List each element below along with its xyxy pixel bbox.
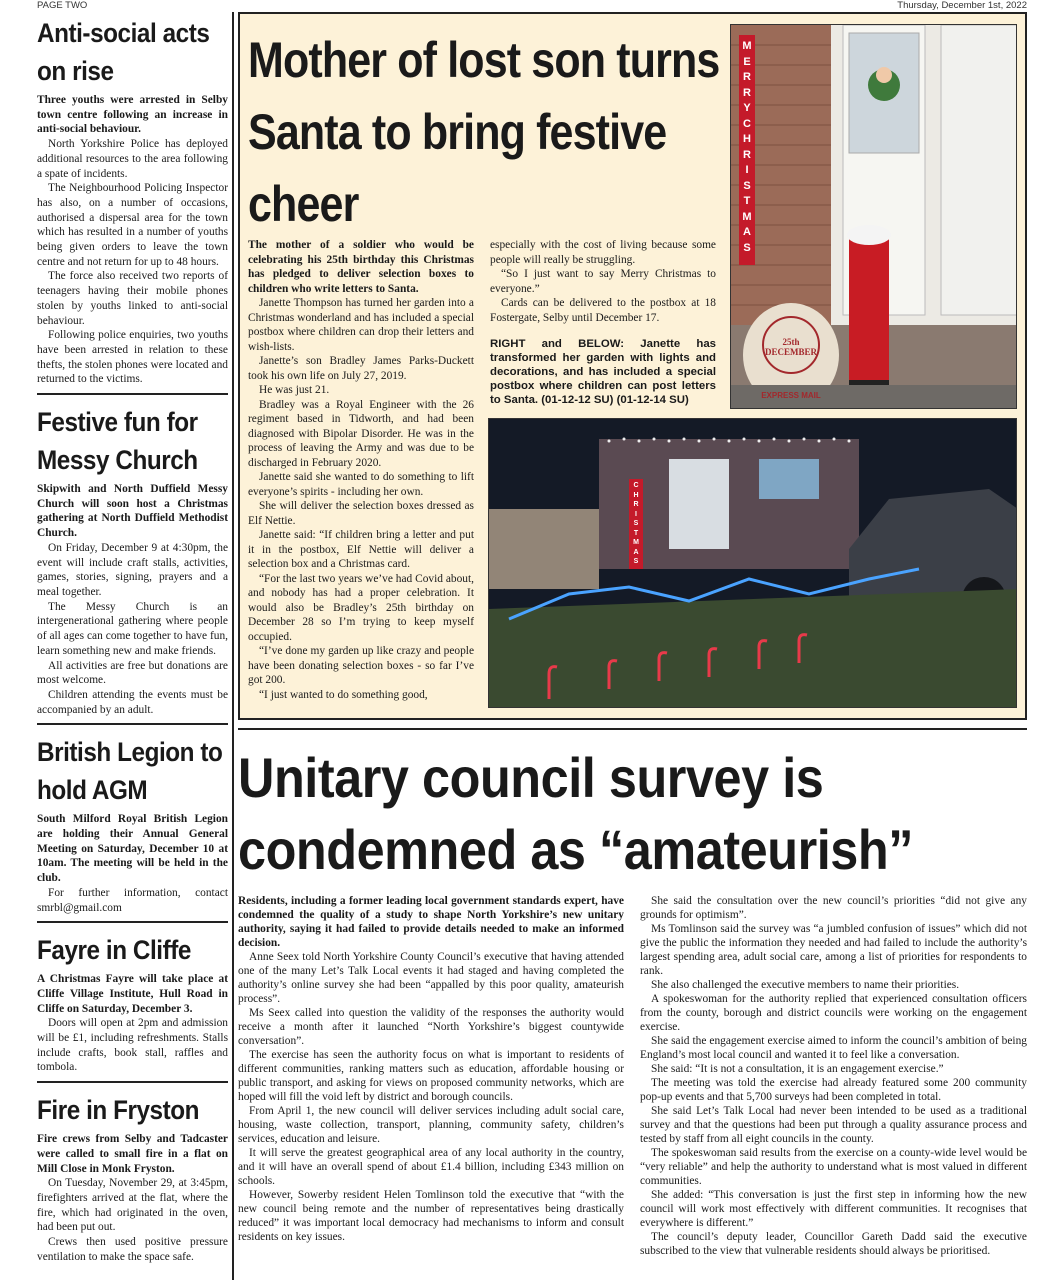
main-paragraph: However, Sowerby resident Helen Tomlinson told the executive that “with the new council being remote and the number of representatives being drastically reduced” it was important local democracy had mechanisms to inform and consult residents on key issues. <box>238 1189 624 1243</box>
feature-story-box <box>238 12 1027 720</box>
banner-letter: S <box>633 558 639 565</box>
main-paragraph: The meeting was told the exercise had already featured some 200 community pop-up events and that 5,700 surveys had been completed in total. <box>640 1077 1027 1103</box>
feature-paragraph: She will deliver the selection boxes dressed as Elf Nettie. <box>248 500 474 527</box>
banner-letter: T <box>743 195 751 207</box>
main-paragraph: Ms Tomlinson said the survey was “a jumbled confusion of issues” which did not give the public the information they needed and had failed to include the authority’s largest spending area, adult social care, among a list of priorities for respondents to rank. <box>640 923 1027 977</box>
story-intro: Fire crews from Selby and Tadcaster were called to small fire in a flat on Mill Close in Monk Fryston. <box>37 1133 228 1175</box>
story-messy-church <box>37 403 228 725</box>
main-column-1 <box>238 894 624 1280</box>
feature-column-2 <box>490 238 716 407</box>
feature-paragraph: “I just wanted to do something good, <box>259 688 428 701</box>
sack-date-text: 25th DECEMBER <box>765 337 818 357</box>
banner-letter: E <box>743 55 751 68</box>
column-divider <box>232 12 234 1280</box>
main-paragraph: She said the engagement exercise aimed to inform the council’s ambition of being England’s most local council and wanted it to feel like a conversation. <box>640 1035 1027 1061</box>
banner-letter: S <box>633 520 639 527</box>
story-paragraph: Children attending the events must be accompanied by an adult. <box>37 688 228 716</box>
banner-letter: C <box>743 117 751 130</box>
main-headline: Unitary council survey is condemned as “amateurish” <box>238 746 913 881</box>
main-paragraph: She added: “This conversation is just the first step in informing how the new council will work most effectively with different communities. It recognises that everywhere is different.” <box>640 1189 1027 1229</box>
feature-intro: The mother of a soldier who would be celebrating his 25th birthday this Christmas has pledged to deliver selection boxes to children who write letters to Santa. <box>248 239 474 295</box>
christmas-banner <box>630 481 642 567</box>
story-intro: South Milford Royal British Legion are holding their Annual General Meeting on Saturday, December 10 at 10am. The meeting will be held in the club. <box>37 813 228 885</box>
main-paragraph: She said Let’s Talk Local had never been intended to be used as a traditional survey and that the questions had been put through a quality assurance process and tested by staff from all eight councils in the county. <box>640 1105 1027 1145</box>
main-paragraph: The council’s deputy leader, Councillor Gareth Dadd said the executive subscribed to the view that vulnerable residents should always be prioritised. <box>640 1231 1027 1257</box>
main-column-2 <box>640 894 1027 1280</box>
feature-paragraph: Janette said she wanted to do something to lift everyone’s spirits - including her own. <box>248 471 474 498</box>
main-paragraph: She also challenged the executive members to name their priorities. <box>651 979 960 991</box>
story-headline: British Legion to hold AGM <box>37 737 223 806</box>
story-headline: Festive fun for Messy Church <box>37 407 198 476</box>
sack-express-mail-text: EXPRESS MAIL <box>761 391 821 400</box>
merry-christmas-banner <box>740 39 754 256</box>
photo-illuminated-garden <box>488 418 1017 708</box>
banner-letter: C <box>633 482 639 489</box>
banner-letter: T <box>633 529 639 537</box>
feature-paragraph: Bradley was a Royal Engineer with the 26 regiment based in Tidworth, and had been diagnosed with Bipolar Disorder. He was in the process of leaving the Army and was due to be discharged in February 2020. <box>248 398 474 469</box>
story-paragraph: All activities are free but donations are most welcome. <box>37 659 228 687</box>
banner-letter: S <box>743 179 751 192</box>
garden-lights-illustration <box>489 419 1017 708</box>
feature-paragraph: Janette said: “If children bring a letter and put it in the postbox, Elf Nettie will deliver a selection box and a Christmas card. <box>248 529 474 570</box>
photo-caption: RIGHT and BELOW: Janette has transformed her garden with lights and decorations, and has included a special postbox where children can post letters to Santa. (01-12-12 SU) (01-12-14 SU) <box>490 338 716 406</box>
story-intro: A Christmas Fayre will take place at Cliffe Village Institute, Hull Road in Cliffe on Saturday, December 3. <box>37 973 228 1015</box>
story-paragraph: Following police enquiries, two youths have been arrested in relation to these thefts, the stolen phones were located and returned to the victims. <box>37 329 228 386</box>
banner-letter: S <box>743 241 751 254</box>
banner-letter: A <box>633 548 639 556</box>
story-british-legion <box>37 733 228 923</box>
story-anti-social <box>37 14 228 395</box>
feature-column-1 <box>248 238 474 708</box>
feature-paragraph: Cards can be delivered to the postbox at 18 Fostergate, Selby until December 17. <box>490 297 716 324</box>
story-paragraph: Doors will open at 2pm and admission will be £1, including refreshments. Stalls include crafts, book stall, raffles and tombola. <box>37 1017 228 1074</box>
story-paragraph: The Messy Church is an intergenerational gathering where people of all ages can come together to have fun, learn something new and make friends. <box>37 600 228 657</box>
banner-letter: R <box>743 86 751 99</box>
feature-paragraph: “So I just want to say Merry Christmas to everyone.” <box>490 268 716 295</box>
story-fayre-cliffe <box>37 931 228 1083</box>
banner-letter: I <box>745 164 749 176</box>
story-paragraph: For further information, contact smrbl@gmail.com <box>37 886 228 914</box>
main-paragraph: It will serve the greatest geographical area of any local authority in the country, and it will have an overall spend of about £1.4 billion, including £343 million on schools. <box>238 1147 624 1187</box>
main-paragraph: Ms Seex called into question the validity of the responses the authority would receive a month after it launched “North Yorkshire’s biggest countywide conversation”. <box>238 1007 624 1047</box>
story-paragraph: On Friday, December 9 at 4:30pm, the event will include craft stalls, activities, games, stories, signing, prayers and a meal together. <box>37 541 228 598</box>
banner-letter: A <box>743 226 751 238</box>
banner-letter: M <box>742 40 752 52</box>
feature-headline: Mother of lost son turns Santa to bring festive cheer <box>248 32 720 232</box>
banner-letter: H <box>743 133 751 145</box>
feature-paragraph: “I’ve done my garden up like crazy and people have been donating selection boxes - so far I’ve got 200. <box>248 645 474 686</box>
story-paragraph: North Yorkshire Police has deployed additional resources to the area following a spate of incidents. <box>37 138 228 180</box>
banner-letter: Y <box>743 102 751 114</box>
main-paragraph: She said: “It is not a consultation, it is an engagement exercise.” <box>651 1063 944 1075</box>
main-paragraph: From April 1, the new council will deliver services including adult social care, housing, waste collection, transport, planning, community safety, children’s services, education and leisure. <box>238 1105 624 1145</box>
banner-letter: M <box>633 539 639 546</box>
feature-paragraph: He was just 21. <box>259 384 330 396</box>
page-label: PAGE TWO <box>37 0 88 11</box>
banner-letter: R <box>633 501 639 508</box>
banner-letter: H <box>633 491 639 499</box>
story-headline: Fayre in Cliffe <box>37 935 191 966</box>
story-paragraph: The Neighbourhood Policing Inspector has also, on a number of occasions, authorised a dispersal area for the town which has resulted in a number of youths being given orders to leave the town centre and not return for up to 48 hours. <box>37 182 228 268</box>
main-paragraph: Anne Seex told North Yorkshire County Council’s executive that having attended one of the many Let’s Talk Local events it had staged and having completed the authority’s online survey she had been “appalled by this poor quality, amateurish process”. <box>238 951 624 1005</box>
story-paragraph: On Tuesday, November 29, at 3:45pm, firefighters arrived at the flat, where the fire, which had originated in the oven, had been put out. <box>37 1177 228 1234</box>
story-paragraph: Crews then used positive pressure ventilation to make the space safe. <box>37 1236 228 1263</box>
main-paragraph: The exercise has seen the authority focus on what is important to residents of different communities, ranking matters such as education, affordable housing or public transport, and asking for views on proposed community networks, which are hoped will fill the void left by district and borough councils. <box>238 1049 624 1103</box>
feature-paragraph: Janette Thompson has turned her garden into a Christmas wonderland and has included a special postbox where children can drop their letters and wish-lists. <box>248 297 474 353</box>
main-paragraph: A spokeswoman for the authority replied that experienced consultation officers from the county, borough and district councils were working on the engagement exercise. <box>640 993 1027 1033</box>
banner-letter: R <box>743 148 751 161</box>
photo-front-door-postbox <box>730 24 1017 409</box>
story-intro: Skipwith and North Duffield Messy Church will soon host a Christmas gathering at North Duffield Methodist Church. <box>37 483 228 540</box>
issue-date: Thursday, December 1st, 2022 <box>897 0 1027 11</box>
story-headline: Anti-social acts on rise <box>37 18 210 86</box>
news-in-brief-column <box>37 12 228 1280</box>
story-intro: Three youths were arrested in Selby town centre following an increase in anti-social behaviour. <box>37 94 228 136</box>
banner-letter: R <box>743 71 751 83</box>
feature-paragraph: especially with the cost of living because some people will really be struggling. <box>490 239 716 266</box>
main-paragraph: She said the consultation over the new council’s priorities “did not give any grounds for optimism”. <box>640 895 1027 921</box>
feature-paragraph: “For the last two years we’ve had Covid about, and nobody has had a proper celebration. It would also be Bradley’s 25th birthday on December 28 so I’m trying to keep myself occupied. <box>248 572 474 643</box>
story-fire-fryston <box>37 1091 228 1270</box>
main-intro: Residents, including a former leading local government standards expert, have condemned the quality of a study to shape North Yorkshire’s new unitary authority, saying it had failed to provide details needed to make an informed decision. <box>238 895 624 949</box>
banner-letter: I <box>635 510 637 518</box>
story-paragraph: The force also received two reports of teenagers having their mobile phones stolen by youths linked to anti-social behaviour. <box>37 270 228 327</box>
main-paragraph: The spokeswoman said results from the exercise on a county-wide level would be “very reliable” and help the authority to understand what is most valued in different communities. <box>640 1147 1027 1187</box>
section-divider <box>238 728 1027 730</box>
banner-letter: M <box>742 210 752 223</box>
story-headline: Fire in Fryston <box>37 1095 200 1126</box>
feature-paragraph: Janette’s son Bradley James Parks-Duckett took his own life on July 27, 2019. <box>248 355 474 382</box>
